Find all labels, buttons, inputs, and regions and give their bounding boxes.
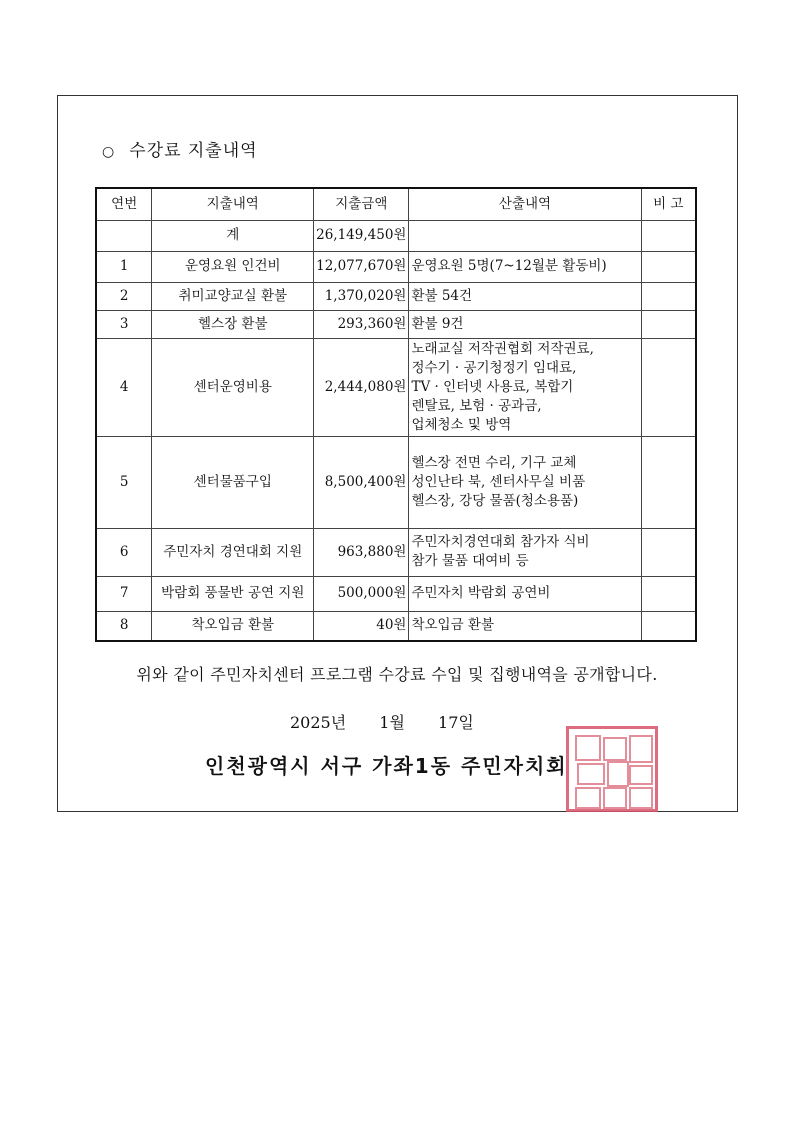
row-no: 1 (96, 251, 152, 282)
row-calc: 헬스장 전면 수리, 기구 교체 성인난타 북, 센터사무실 비품 헬스장, 강당 물품(청소용품) (409, 436, 641, 528)
table-header-row (96, 188, 696, 220)
row-amount: 963,880원 (314, 528, 409, 576)
organization-name: 인천광역시 서구 가좌1동 주민자치회 (205, 754, 568, 778)
row-amount: 293,360원 (314, 310, 409, 338)
row-note (641, 611, 696, 641)
row-item: 헬스장 환불 (152, 310, 314, 338)
row-amount: 2,444,080원 (314, 338, 409, 436)
row-calc: 환불 54건 (409, 282, 641, 310)
total-row (96, 220, 696, 251)
row-note (641, 436, 696, 528)
header-amount: 지출금액 (314, 188, 409, 220)
header-calc: 산출내역 (409, 188, 641, 220)
date-month: 1월 (379, 713, 405, 732)
row-amount: 1,370,020원 (314, 282, 409, 310)
header-no: 연번 (96, 188, 152, 220)
section-title-text: 수강료 지출내역 (129, 141, 258, 161)
row-no: 8 (96, 611, 152, 641)
total-amount: 26,149,450원 (314, 220, 409, 251)
row-amount: 500,000원 (314, 576, 409, 611)
section-title (102, 136, 258, 161)
table-row (96, 338, 696, 436)
row-calc: 노래교실 저작권협회 저작권료, 정수기 · 공기청정기 임대료, TV · 인터넷 사용료, 복합기 렌탈료, 보험 · 공과금, 업체청소 및 방역 (409, 338, 641, 436)
table-row (96, 528, 696, 576)
row-amount: 12,077,670원 (314, 251, 409, 282)
row-no: 3 (96, 310, 152, 338)
row-item: 착오입금 환불 (152, 611, 314, 641)
row-calc: 환불 9건 (409, 310, 641, 338)
total-no (96, 220, 152, 251)
total-label: 계 (152, 220, 314, 251)
row-no: 2 (96, 282, 152, 310)
row-item: 박람회 풍물반 공연 지원 (152, 576, 314, 611)
row-item: 취미교양교실 환불 (152, 282, 314, 310)
table-row (96, 576, 696, 611)
row-calc: 주민자치 박람회 공연비 (409, 576, 641, 611)
row-item: 운영요원 인건비 (152, 251, 314, 282)
row-note (641, 576, 696, 611)
row-no: 4 (96, 338, 152, 436)
row-calc: 주민자치경연대회 참가자 식비 참가 물품 대여비 등 (409, 528, 641, 576)
row-amount: 40원 (314, 611, 409, 641)
row-no: 7 (96, 576, 152, 611)
total-calc (409, 220, 641, 251)
header-note: 비 고 (641, 188, 696, 220)
row-note (641, 528, 696, 576)
document-date (290, 710, 474, 733)
table-row (96, 251, 696, 282)
expense-table (95, 187, 697, 642)
table-row (96, 310, 696, 338)
official-seal (566, 726, 658, 812)
table-row (96, 282, 696, 310)
row-calc: 착오입금 환불 (409, 611, 641, 641)
notice-text: 위와 같이 주민자치센터 프로그램 수강료 수입 및 집행내역을 공개합니다. (136, 665, 658, 684)
header-item: 지출내역 (152, 188, 314, 220)
row-no: 6 (96, 528, 152, 576)
row-amount: 8,500,400원 (314, 436, 409, 528)
row-calc: 운영요원 5명(7~12월분 활동비) (409, 251, 641, 282)
row-note (641, 338, 696, 436)
bullet-icon: ○ (102, 144, 116, 160)
table-row (96, 436, 696, 528)
row-note (641, 251, 696, 282)
date-day: 17일 (438, 713, 474, 732)
row-item: 센터물품구입 (152, 436, 314, 528)
row-note (641, 310, 696, 338)
row-item: 주민자치 경연대회 지원 (152, 528, 314, 576)
total-note (641, 220, 696, 251)
row-note (641, 282, 696, 310)
row-item: 센터운영비용 (152, 338, 314, 436)
row-no: 5 (96, 436, 152, 528)
table-row (96, 611, 696, 641)
date-year: 2025년 (290, 713, 347, 732)
